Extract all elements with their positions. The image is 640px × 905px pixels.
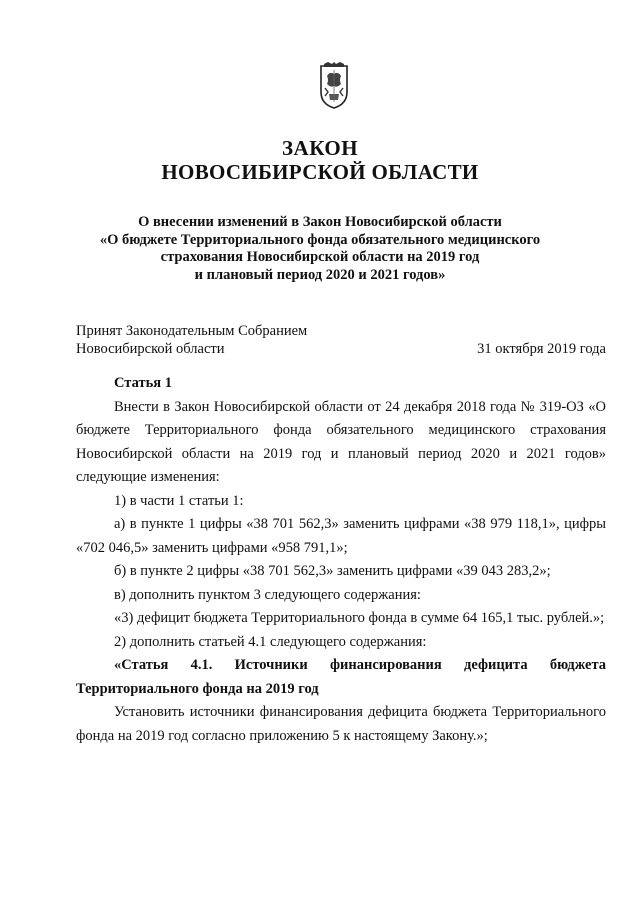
- law-subtitle: [0, 214, 640, 284]
- adopted-region-line: Новосибирской области: [76, 341, 225, 357]
- coat-of-arms-emblem: [318, 62, 350, 110]
- paragraph-item1c: в) дополнить пунктом 3 следующего содержания:: [114, 586, 421, 603]
- paragraph-item1c-text: «3) дефицит бюджета Территориального фонда в сумме 64 165,1 тыс. рублей.»;: [114, 610, 605, 626]
- article41-heading: «Статья 4.1. Источники финансирования дефицита бюджета Территориального фонда на 2019 год: [76, 657, 606, 697]
- subtitle-line: О внесении изменений в Закон Новосибирской области: [138, 214, 502, 230]
- adopted-by-line: Принят Законодательным Собранием: [76, 323, 308, 339]
- paragraph-item1: 1) в части 1 статьи 1:: [114, 492, 244, 509]
- adoption-date: 31 октября 2019 года: [477, 341, 606, 357]
- adoption-info: [76, 322, 307, 358]
- subtitle-line: и плановый период 2020 и 2021 годов»: [194, 266, 446, 283]
- paragraph-item2: 2) дополнить статьей 4.1 следующего содержания:: [114, 633, 427, 650]
- paragraph-item1b: б) в пункте 2 цифры «38 701 562,3» заменить цифрами «39 043 283,2»;: [114, 563, 551, 579]
- subtitle-line: «О бюджете Территориального фонда обязательного медицинского: [99, 231, 541, 248]
- law-region-title: НОВОСИБИРСКОЙ ОБЛАСТИ: [161, 160, 479, 184]
- law-title: ЗАКОН: [281, 136, 359, 160]
- paragraph-item1a: а) в пункте 1 цифры «38 701 562,3» заменить цифрами «38 979 118,1», цифры «702 046,5» заменить цифрами «958 791,1»;: [76, 516, 606, 556]
- paragraph-article41-text: Установить источники финансирования дефицита бюджета Территориального фонда на 2019 год согласно приложению 5 к настоящему Закону.»;: [76, 704, 606, 744]
- paragraph-intro: Внести в Закон Новосибирской области от 24 декабря 2018 года № 319-ОЗ «О бюджете Территориального фонда обязательного медицинского страхования Новосибирской области на 2019 год и плановый период 2020 и 2021 годов» следующие изменения:: [76, 398, 606, 485]
- article-heading: Статья 1: [114, 375, 172, 391]
- law-body: [76, 372, 606, 748]
- subtitle-line: страхования Новосибирской области на 2019 год: [160, 249, 480, 265]
